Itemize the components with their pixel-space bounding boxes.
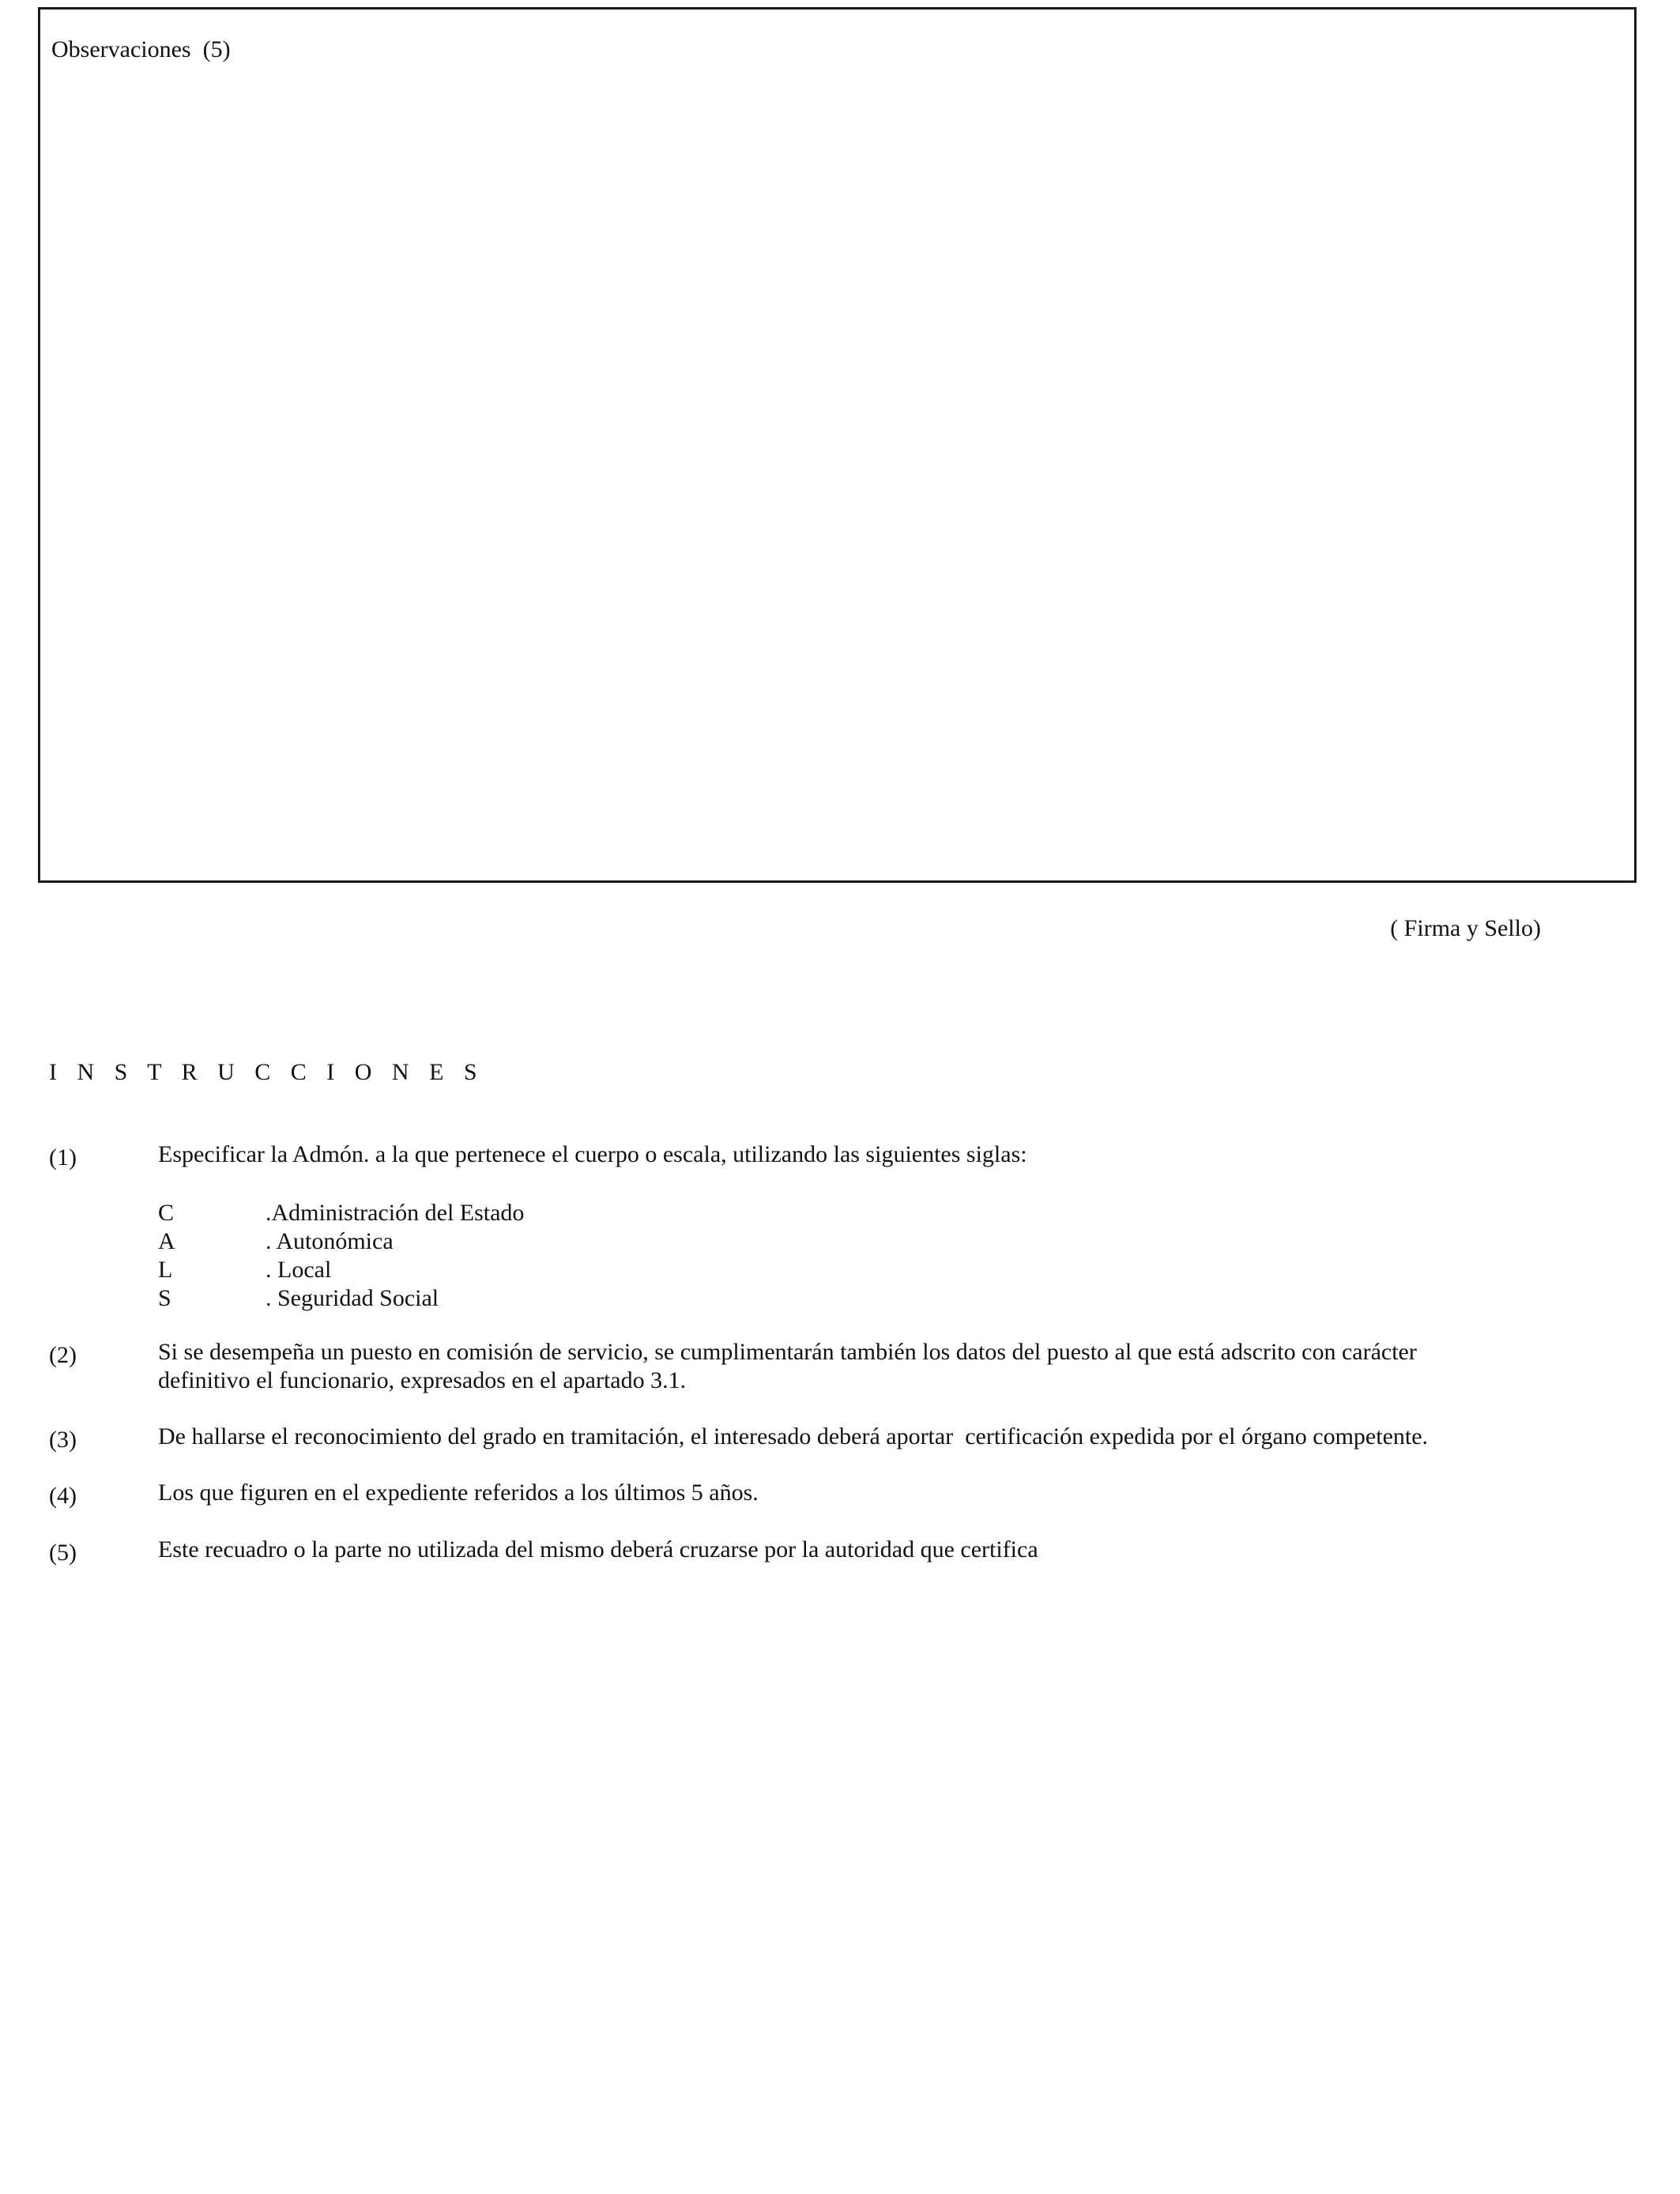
note-number-1: (1) xyxy=(49,1144,77,1171)
note-text-3: De hallarse el reconocimiento del grado en tramitación, el interesado deberá aportar certificación expedida por el órgano competente. xyxy=(158,1423,1429,1449)
note-text-2-line1: Si se desempeña un puesto en comisión de servicio, se cumplimentarán también los datos del puesto al que está adscrito con carácter xyxy=(158,1339,1417,1365)
note-number-5: (5) xyxy=(49,1540,77,1566)
firma-sello-label: ( Firma y Sello) xyxy=(1390,915,1541,941)
note-number-2: (2) xyxy=(49,1342,77,1368)
instrucciones-title: I N S T R U C C I O N E S xyxy=(49,1059,484,1085)
note-text-2-line2: definitivo el funcionario, expresados en el apartado 3.1. xyxy=(158,1367,687,1393)
observaciones-label: Observaciones (5) xyxy=(51,36,231,62)
sigla-desc-s: . Seguridad Social xyxy=(266,1285,439,1311)
note-text-5: Este recuadro o la parte no utilizada del mismo deberá cruzarse por la autoridad que certifica xyxy=(158,1536,1038,1563)
sigla-desc-c: .Administración del Estado xyxy=(266,1200,525,1226)
sigla-code-s: S xyxy=(158,1285,171,1311)
sigla-desc-l: . Local xyxy=(266,1257,332,1283)
note-text-1: Especificar la Admón. a la que pertenece el cuerpo o escala, utilizando las siguientes siglas: xyxy=(158,1141,1027,1167)
sigla-desc-a: . Autonómica xyxy=(266,1228,394,1254)
note-number-4: (4) xyxy=(49,1483,77,1509)
sigla-code-c: C xyxy=(158,1200,175,1226)
observaciones-box xyxy=(38,7,1637,883)
sigla-code-a: A xyxy=(158,1228,175,1254)
note-number-3: (3) xyxy=(49,1427,77,1453)
note-text-4: Los que figuren en el expediente referidos a los últimos 5 años. xyxy=(158,1480,759,1506)
sigla-code-l: L xyxy=(158,1257,173,1283)
